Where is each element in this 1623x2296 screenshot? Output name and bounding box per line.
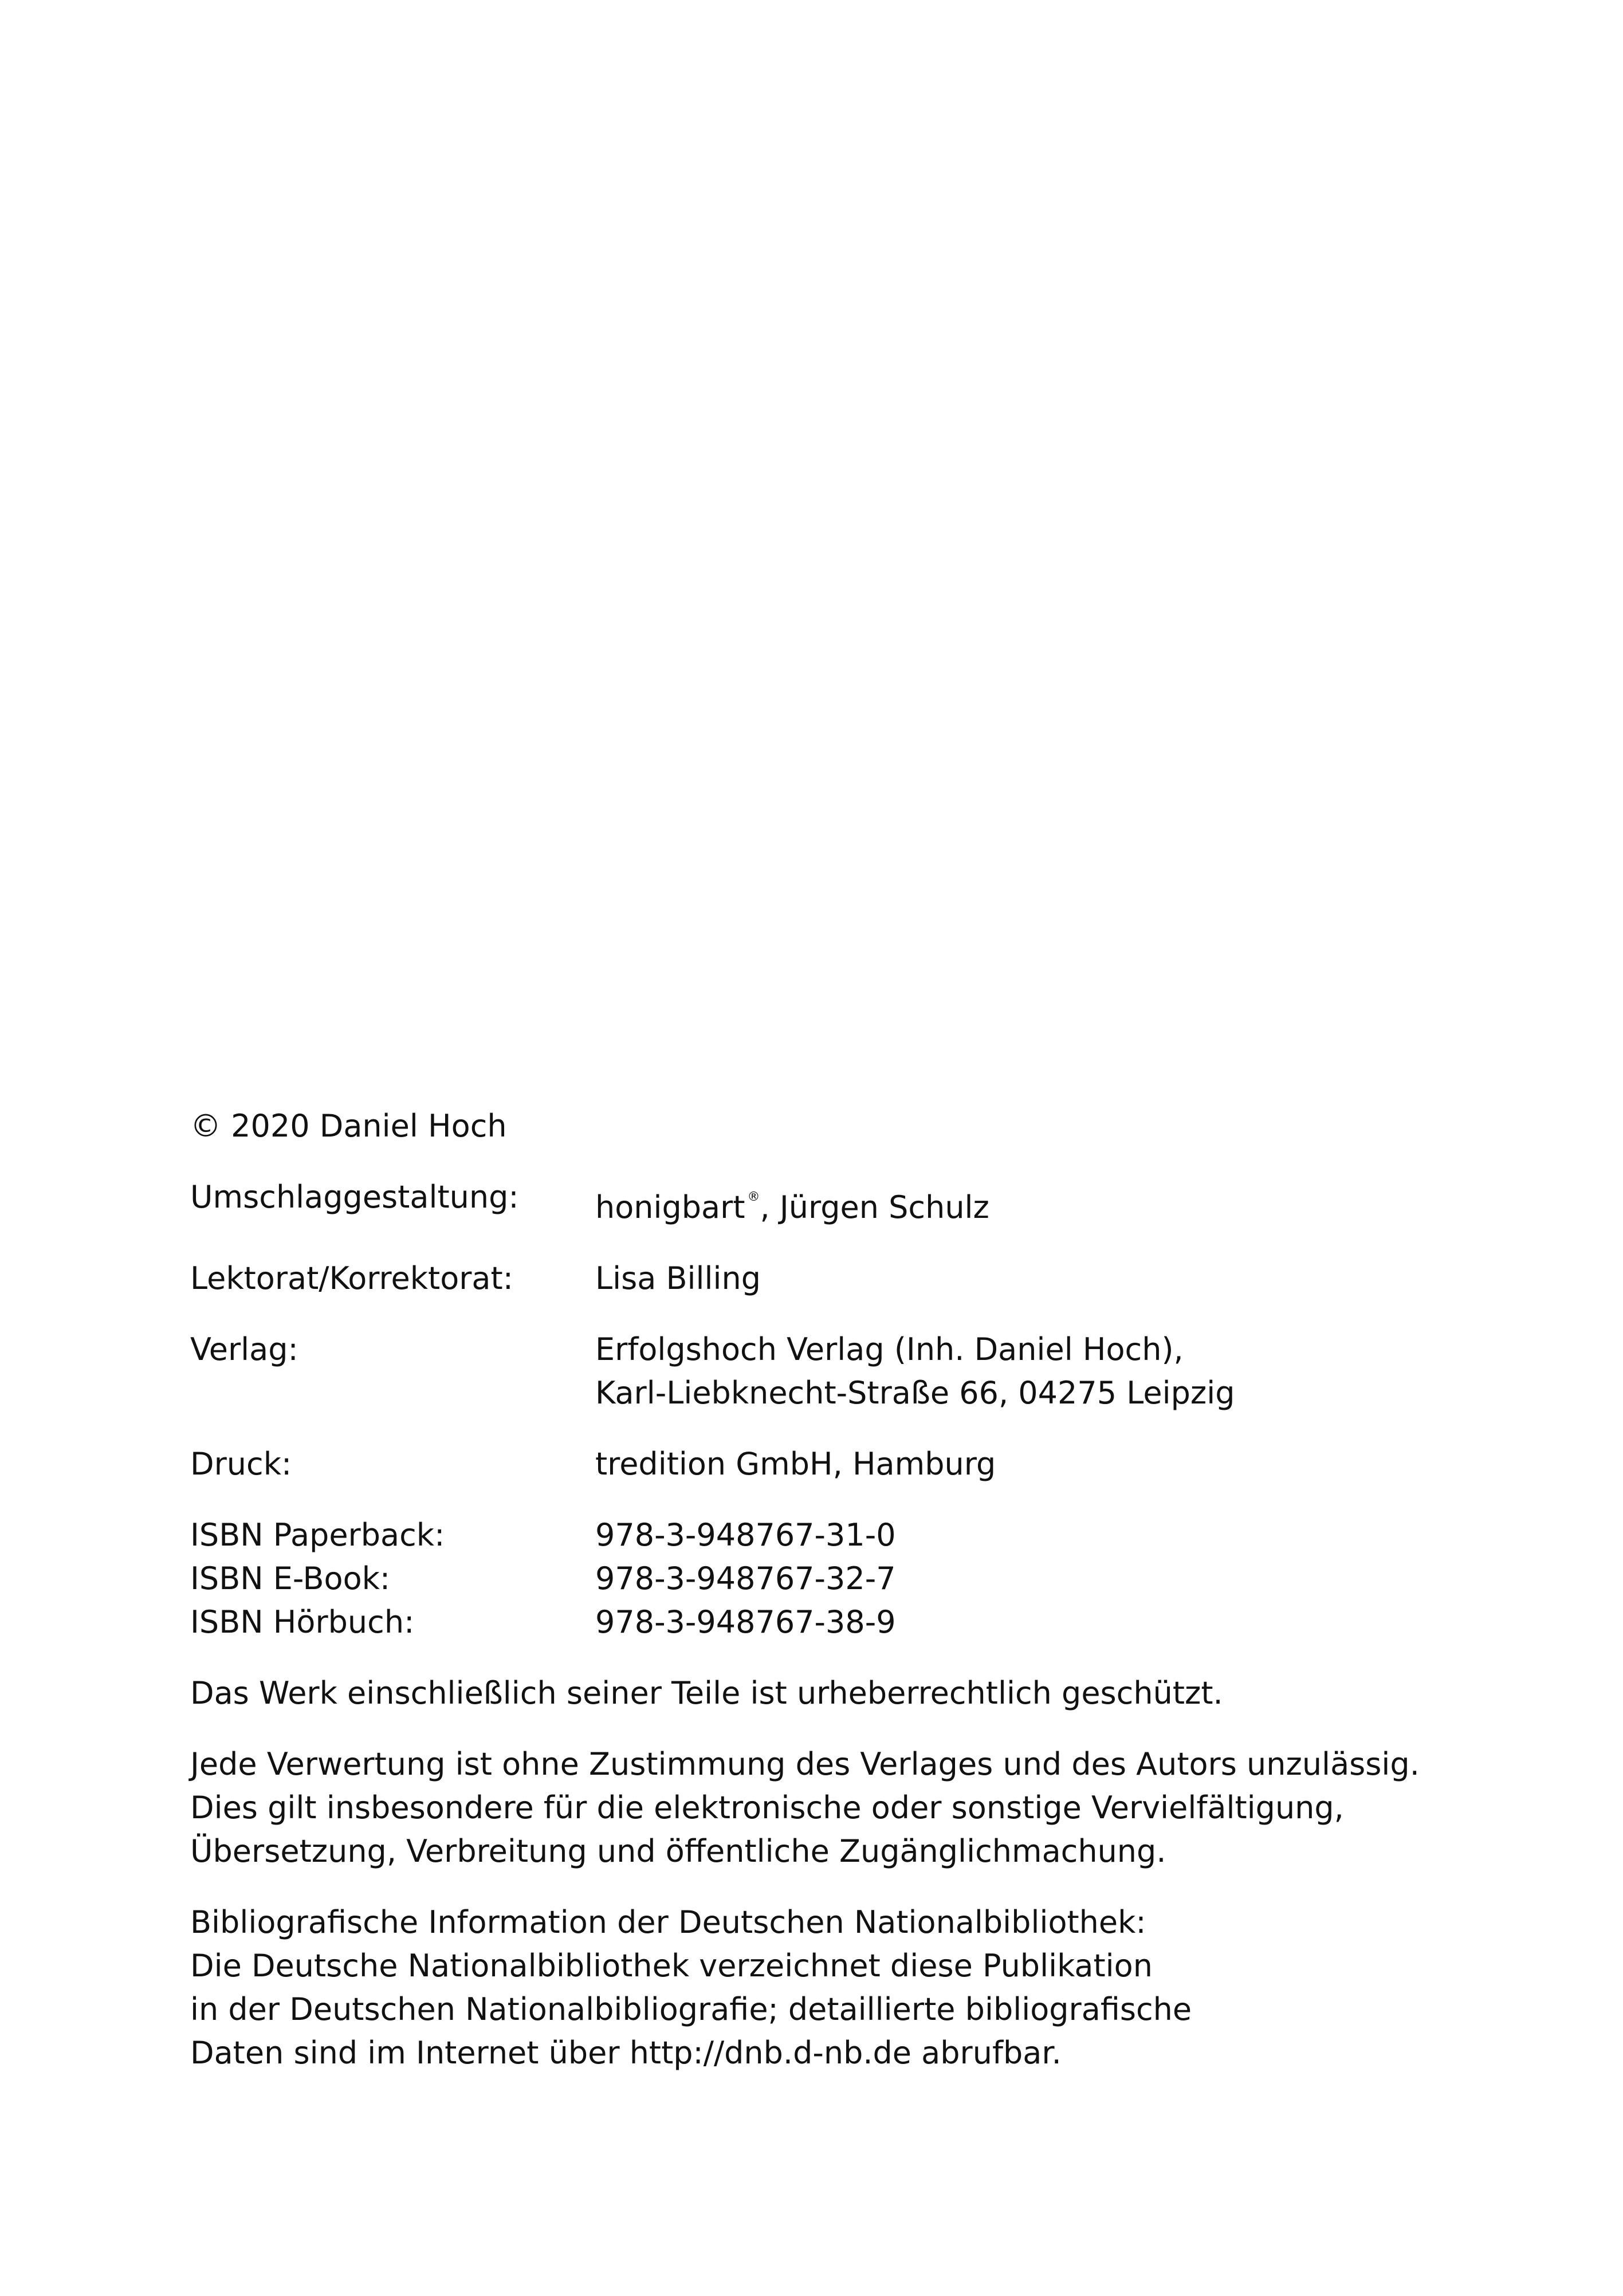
credit-value: Lisa Billing — [595, 1260, 761, 1296]
isbn-row-paperback — [190, 1513, 1508, 1557]
isbn-value: 978-3-948767-38-9 — [595, 1604, 896, 1640]
credit-label: Lektorat/Korrektorat: — [190, 1260, 513, 1296]
usage-notice-line: Jede Verwertung ist ohne Zustimmung des Verlages und des Autors unzulässig. — [190, 1746, 1420, 1782]
usage-notice — [190, 1743, 1508, 1873]
credit-row-editing — [190, 1257, 1508, 1300]
dnb-notice-line: Daten sind im Internet über http://dnb.d-nb.de abrufbar. — [190, 2035, 1062, 2071]
publisher-street-line: Karl-Liebknecht-Straße 66, 04275 Leipzig — [595, 1375, 1235, 1411]
credit-label: Druck: — [190, 1446, 292, 1482]
credit-row-cover-design — [190, 1175, 1508, 1229]
credit-row-publisher — [190, 1328, 1508, 1415]
isbn-label: ISBN E-Book: — [190, 1560, 391, 1597]
copyright-notice: Das Werk einschließlich seiner Teile ist urheberrechtlich geschützt. — [190, 1675, 1223, 1711]
copyright-line: © 2020 Daniel Hoch — [190, 1108, 507, 1144]
dnb-notice-line: in der Deutschen Nationalbibliografie; detaillierte bibliografische — [190, 1991, 1192, 2027]
credit-value — [595, 1175, 989, 1229]
credit-label: Verlag: — [190, 1331, 298, 1367]
dnb-notice — [190, 1901, 1508, 2075]
publisher-name-line: Erfolgshoch Verlag (Inh. Daniel Hoch), — [595, 1331, 1184, 1367]
cover-designer-name: honigbart — [595, 1189, 745, 1225]
isbn-label: ISBN Paperback: — [190, 1517, 445, 1553]
dnb-notice-line: Die Deutsche Nationalbibliothek verzeichnet diese Publikation — [190, 1948, 1153, 1984]
isbn-row-audiobook — [190, 1601, 1508, 1644]
usage-notice-line: Dies gilt insbesondere für die elektronische oder sonstige Vervielfältigung, — [190, 1790, 1344, 1826]
dnb-notice-line: Bibliografische Information der Deutschen Nationalbibliothek: — [190, 1904, 1146, 1940]
isbn-list — [190, 1513, 1508, 1644]
imprint-block — [190, 1104, 1508, 2075]
usage-notice-line: Übersetzung, Verbreitung und öffentliche Zugänglichmachung. — [190, 1833, 1166, 1869]
credit-label: Umschlaggestaltung: — [190, 1179, 519, 1215]
isbn-label: ISBN Hörbuch: — [190, 1604, 415, 1640]
registered-mark: ® — [747, 1190, 760, 1204]
isbn-value: 978-3-948767-31-0 — [595, 1517, 896, 1553]
credit-row-printing — [190, 1442, 1508, 1486]
publisher-address — [595, 1328, 1235, 1415]
credit-value: tredition GmbH, Hamburg — [595, 1446, 996, 1482]
isbn-value: 978-3-948767-32-7 — [595, 1560, 896, 1597]
cover-designer-rest: , Jürgen Schulz — [760, 1189, 989, 1225]
isbn-row-ebook — [190, 1557, 1508, 1601]
